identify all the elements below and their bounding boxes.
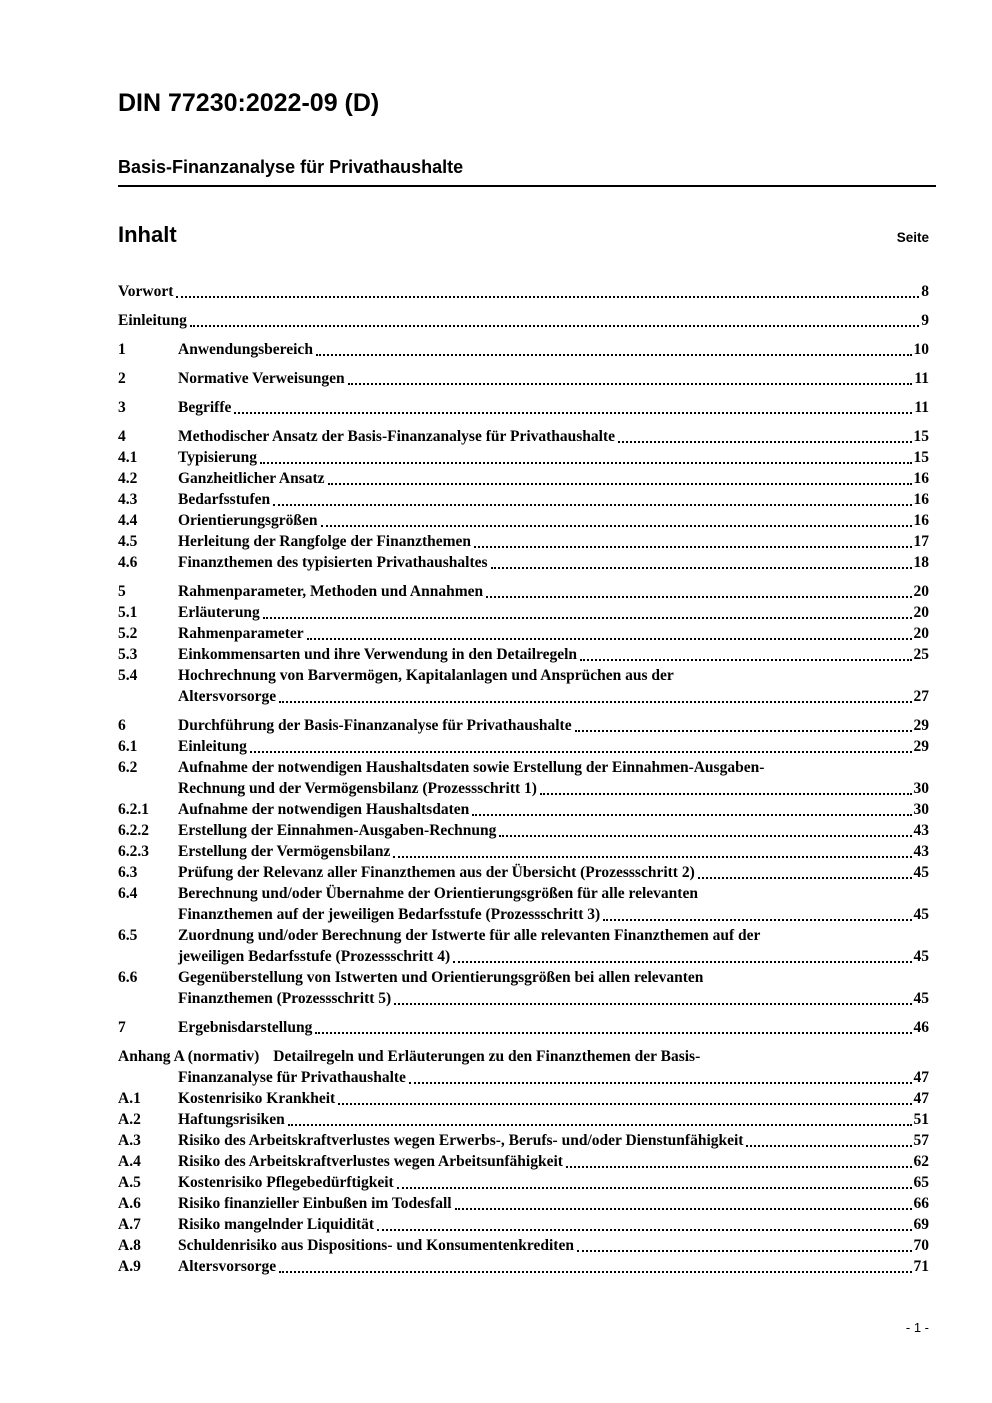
dot-leader [348, 368, 913, 385]
dot-leader [273, 489, 911, 506]
toc-page-number: 27 [913, 688, 929, 705]
toc-page-number: 30 [913, 780, 929, 797]
toc-entry-title: Risiko des Arbeitskraftverlustes wegen Erwerbs-, Berufs- und/oder Dienstunfähigkeit [178, 1132, 744, 1149]
toc-entry-title: Altersvorsorge [178, 1258, 277, 1275]
toc-entry-body [178, 644, 929, 665]
toc-entry-body [178, 531, 929, 552]
dot-leader [603, 904, 911, 921]
toc-page-number: 18 [913, 554, 929, 571]
toc-entry-number: 6.1 [118, 738, 138, 755]
toc-entry-title: Durchführung der Basis-Finanzanalyse für Privathaushalte [178, 717, 572, 734]
toc-entry-number: 1 [118, 341, 126, 358]
toc-entry-title: Aufnahme der notwendigen Haushaltsdaten sowie Erstellung der Einnahmen-Ausgaben- [178, 759, 765, 776]
toc-entry [118, 552, 929, 573]
toc-entry [118, 665, 929, 707]
toc-entry-body [178, 1088, 929, 1109]
toc-entry-body [178, 841, 929, 862]
toc-entry-body [178, 883, 929, 925]
toc-entry [118, 1235, 929, 1256]
page-footer-number: - 1 - [905, 1320, 929, 1335]
toc-entry-body [178, 1017, 929, 1038]
dot-leader [394, 988, 911, 1005]
toc-entry [118, 757, 929, 799]
toc-entry [118, 602, 929, 623]
toc-entry-number: 6.3 [118, 864, 138, 881]
dot-leader [288, 1109, 912, 1126]
toc-entry-line [178, 799, 929, 820]
dot-leader [307, 623, 912, 640]
toc-entry [118, 581, 929, 602]
toc-entry-body [178, 665, 929, 707]
toc-entry-number: A.8 [118, 1237, 141, 1254]
toc-entry-line [178, 644, 929, 665]
toc-page-number: 30 [913, 801, 929, 818]
toc-entry-title: Finanzthemen auf der jeweiligen Bedarfsstufe (Prozessschritt 3) [178, 906, 601, 923]
dot-leader [698, 862, 912, 879]
toc-entry-line [178, 397, 929, 418]
toc-entry-title: Finanzanalyse für Privathaushalte [178, 1069, 406, 1086]
toc-entry-title: Ergebnisdarstellung [178, 1019, 313, 1036]
toc-entry-line [178, 581, 929, 602]
toc-entry-body [178, 623, 929, 644]
dot-leader [250, 736, 912, 753]
toc-entry [118, 799, 929, 820]
toc-entry-line [178, 841, 929, 862]
toc-entry-title: Prüfung der Relevanz aller Finanzthemen aus der Übersicht (Prozessschritt 2) [178, 864, 695, 881]
toc-entry-body [178, 757, 929, 799]
toc-entry [118, 820, 929, 841]
toc-entry [118, 531, 929, 552]
toc-entry-title: Rahmenparameter [178, 625, 304, 642]
toc-entry-body [178, 820, 929, 841]
toc-page-column-label: Seite [896, 230, 929, 245]
toc-entry-line [178, 468, 929, 489]
toc-entry-body [178, 510, 929, 531]
dot-leader [453, 946, 911, 963]
toc-entry-number: 4 [118, 428, 126, 445]
toc-entry-line [178, 1088, 929, 1109]
toc-page-number: 51 [913, 1111, 929, 1128]
toc-entry [118, 397, 929, 418]
toc-entry-title: Gegenüberstellung von Istwerten und Orientierungsgrößen bei allen relevanten [178, 969, 704, 986]
toc-page-number: 11 [914, 399, 929, 416]
toc-entry [118, 862, 929, 883]
toc-entry-body [178, 368, 929, 389]
toc-heading-row [118, 222, 929, 248]
toc-entry-line [178, 1256, 929, 1277]
toc-page-number: 15 [913, 428, 929, 445]
toc-entry-title: Ganzheitlicher Ansatz [178, 470, 325, 487]
dot-leader [397, 1172, 912, 1189]
dot-leader [474, 531, 911, 548]
toc-entry-title: Normative Verweisungen [178, 370, 345, 387]
toc-entry-number: 6.5 [118, 927, 138, 944]
toc-entry-title: Rahmenparameter, Methoden und Annahmen [178, 583, 484, 600]
toc-entry-body [118, 281, 929, 302]
toc-entry-number: 6.2.3 [118, 843, 149, 860]
toc-entry [118, 468, 929, 489]
toc-page-number: 45 [913, 906, 929, 923]
toc-entry-title: Typisierung [178, 449, 257, 466]
toc-entry-title: Einleitung [178, 738, 247, 755]
toc-entry [118, 510, 929, 531]
dot-leader [316, 339, 912, 356]
toc-entry-line [118, 310, 929, 331]
toc-entry [118, 281, 929, 302]
toc-entry-title: Bedarfsstufen [178, 491, 271, 508]
toc-entry-number: A.1 [118, 1090, 141, 1107]
document-title: Basis-Finanzanalyse für Privathaushalte [118, 156, 936, 187]
toc-entry-number: 6.2.1 [118, 801, 149, 818]
toc-entry-number: 6.4 [118, 885, 138, 902]
dot-leader [176, 281, 919, 298]
toc-entry [118, 1109, 929, 1130]
toc-entry [118, 426, 929, 447]
toc-entry-line [178, 904, 929, 925]
toc-entry-line: Anhang A (normativ) Detailregeln und Erläuterungen zu den Finanzthemen der Basis- [118, 1048, 701, 1065]
toc-entry-line [178, 1172, 929, 1193]
toc-entry-body [178, 468, 929, 489]
dot-leader [321, 510, 912, 527]
dot-leader [377, 1214, 911, 1231]
toc-page-number: 45 [913, 948, 929, 965]
toc-entry-title: Einkommensarten und ihre Verwendung in den Detailregeln [178, 646, 578, 663]
toc-entry-body [178, 1067, 929, 1088]
toc-entry-title: Berechnung und/oder Übernahme der Orientierungsgrößen für alle relevanten [178, 885, 698, 902]
dot-leader [455, 1193, 912, 1210]
document-number-title: DIN 77230:2022-09 (D) [118, 89, 380, 117]
toc-page-number: 45 [913, 990, 929, 1007]
toc-entry-body [118, 310, 929, 331]
toc-page-number: 46 [913, 1019, 929, 1036]
toc-page-number: 11 [914, 370, 929, 387]
dot-leader [328, 468, 912, 485]
toc-page-number: 43 [913, 843, 929, 860]
toc-entry [118, 1088, 929, 1109]
toc-entry-title: Herleitung der Rangfolge der Finanzthemen [178, 533, 472, 550]
toc-entry-line [178, 1017, 929, 1038]
toc-entry-line [178, 736, 929, 757]
toc-entry-body [178, 736, 929, 757]
toc-entry-number: A.3 [118, 1132, 141, 1149]
toc-entry-title: Erstellung der Vermögensbilanz [178, 843, 391, 860]
toc-entry [118, 1151, 929, 1172]
toc-entry-body [178, 447, 929, 468]
toc-entry-line [178, 1151, 929, 1172]
toc-entry-number: A.6 [118, 1195, 141, 1212]
toc-entry-title: Erläuterung [178, 604, 260, 621]
toc-entry-number: 4.2 [118, 470, 138, 487]
toc-entry-line [178, 447, 929, 468]
dot-leader [234, 397, 912, 414]
toc-entry-body [178, 1256, 929, 1277]
toc-entry-title: Risiko mangelnder Liquidität [178, 1216, 375, 1233]
toc-entry [118, 1256, 929, 1277]
toc-entry-title: Kostenrisiko Krankheit [178, 1090, 336, 1107]
toc-entry-number: 6 [118, 717, 126, 734]
toc-entry [118, 447, 929, 468]
toc-entry-body [178, 967, 929, 1009]
toc-page-number: 47 [913, 1090, 929, 1107]
toc-entry [118, 644, 929, 665]
toc-entry-line [178, 988, 929, 1009]
toc-entry-line [178, 778, 929, 799]
toc-page-number: 45 [913, 864, 929, 881]
toc-entry-number: 6.2 [118, 759, 138, 776]
toc-entry-line [178, 552, 929, 573]
toc-entry-line [178, 1130, 929, 1151]
toc-entry-number: 4.6 [118, 554, 138, 571]
toc-entry-number: 6.2.2 [118, 822, 149, 839]
toc-page-number: 69 [913, 1216, 929, 1233]
toc-entry [118, 1214, 929, 1235]
toc-entry-body [178, 581, 929, 602]
toc-entry-body [178, 1172, 929, 1193]
toc-entry-line [178, 686, 929, 707]
toc-page-number: 29 [913, 717, 929, 734]
toc-entry-number: 7 [118, 1019, 126, 1036]
toc-page-number: 43 [913, 822, 929, 839]
toc-entry-line [178, 489, 929, 510]
toc-entry-body [178, 1214, 929, 1235]
toc-page-number: 25 [913, 646, 929, 663]
toc-entry-title: Rechnung und der Vermögensbilanz (Prozessschritt 1) [178, 780, 537, 797]
toc-entry-body [178, 1151, 929, 1172]
toc-entry-title: Schuldenrisiko aus Dispositions- und Konsumentenkrediten [178, 1237, 574, 1254]
dot-leader [260, 447, 912, 464]
toc-entry-line [178, 1067, 929, 1088]
toc-entry-line [178, 1193, 929, 1214]
dot-leader [315, 1017, 911, 1034]
toc-entry-line [178, 820, 929, 841]
toc-list [118, 281, 929, 1277]
toc-entry-number: 4.5 [118, 533, 138, 550]
toc-entry-number: 2 [118, 370, 126, 387]
toc-entry-body [178, 925, 929, 967]
toc-entry-title: Vorwort [118, 283, 174, 300]
toc-entry-number: A.5 [118, 1174, 141, 1191]
toc-entry-title: Hochrechnung von Barvermögen, Kapitalanlagen und Ansprüchen aus der [178, 667, 674, 684]
toc-entry [118, 1046, 929, 1088]
dot-leader [393, 841, 911, 858]
toc-entry-line [178, 946, 929, 967]
toc-entry-number: 5 [118, 583, 126, 600]
toc-entry [118, 715, 929, 736]
toc-entry [118, 339, 929, 360]
toc-entry-title: Kostenrisiko Pflegebedürftigkeit [178, 1174, 394, 1191]
toc-entry-number: A.7 [118, 1216, 141, 1233]
toc-entry [118, 489, 929, 510]
toc-entry-title: Einleitung [118, 312, 187, 329]
toc-entry-body [178, 799, 929, 820]
toc-page-number: 17 [913, 533, 929, 550]
toc-entry-body [178, 715, 929, 736]
toc-entry-line [178, 1235, 929, 1256]
toc-entry-title: Aufnahme der notwendigen Haushaltsdaten [178, 801, 470, 818]
dot-leader [472, 799, 911, 816]
dot-leader [486, 581, 911, 598]
toc-page-number: 65 [913, 1174, 929, 1191]
toc-entry-body [178, 1109, 929, 1130]
toc-entry [118, 736, 929, 757]
toc-entry-title: jeweiligen Bedarfsstufe (Prozessschritt 4) [178, 948, 451, 965]
toc-page-number: 15 [913, 449, 929, 466]
toc-entry-line [178, 1109, 929, 1130]
dot-leader [618, 426, 911, 443]
toc-entry-number: A.4 [118, 1153, 141, 1170]
dot-leader [279, 686, 911, 703]
dot-leader [190, 310, 919, 327]
toc-entry-line [178, 623, 929, 644]
dot-leader [566, 1151, 912, 1168]
toc-entry-title: Begriffe [178, 399, 232, 416]
toc-entry [118, 310, 929, 331]
toc-page-number: 47 [913, 1069, 929, 1086]
dot-leader [491, 552, 912, 569]
toc-entry-line [178, 339, 929, 360]
toc-page-number: 16 [913, 491, 929, 508]
dot-leader [279, 1256, 911, 1273]
toc-entry-line [178, 1214, 929, 1235]
toc-entry-number: 4.3 [118, 491, 138, 508]
toc-entry-title: Anwendungsbereich [178, 341, 313, 358]
toc-entry-number: 3 [118, 399, 126, 416]
toc-entry [118, 967, 929, 1009]
dot-leader [577, 1235, 912, 1252]
toc-entry-body [178, 1130, 929, 1151]
toc-entry-number: 5.3 [118, 646, 138, 663]
toc-entry-title: Zuordnung und/oder Berechnung der Istwerte für alle relevanten Finanzthemen auf der [178, 927, 761, 944]
toc-page-number: 66 [913, 1195, 929, 1212]
toc-page-number: 20 [913, 604, 929, 621]
toc-entry-number: 5.4 [118, 667, 138, 684]
toc-entry-line [178, 602, 929, 623]
dot-leader [540, 778, 912, 795]
toc-entry-body [178, 1193, 929, 1214]
toc-page-number: 70 [913, 1237, 929, 1254]
toc-entry [118, 368, 929, 389]
toc-entry-line [178, 862, 929, 883]
toc-entry-body [178, 552, 929, 573]
toc-entry-number: A.9 [118, 1258, 141, 1275]
dot-leader [746, 1130, 911, 1147]
toc-entry [118, 1130, 929, 1151]
toc-entry-title: Finanzthemen (Prozessschritt 5) [178, 990, 392, 1007]
toc-entry-line [178, 368, 929, 389]
toc-page-number: 8 [921, 283, 929, 300]
dot-leader [263, 602, 912, 619]
toc-page-number: 29 [913, 738, 929, 755]
toc-entry-title: Methodischer Ansatz der Basis-Finanzanalyse für Privathaushalte [178, 428, 616, 445]
toc-entry-title: Erstellung der Einnahmen-Ausgaben-Rechnung [178, 822, 497, 839]
toc-entry-line [178, 531, 929, 552]
toc-entry-body [178, 489, 929, 510]
toc-entry-line [178, 510, 929, 531]
toc-entry-body [178, 339, 929, 360]
dot-leader [499, 820, 911, 837]
toc-entry [118, 883, 929, 925]
toc-entry [118, 841, 929, 862]
toc-entry [118, 623, 929, 644]
toc-entry-number: A.2 [118, 1111, 141, 1128]
toc-page-number: 62 [913, 1153, 929, 1170]
toc-entry-number: 5.2 [118, 625, 138, 642]
toc-entry-body [178, 397, 929, 418]
dot-leader [409, 1067, 912, 1084]
toc-entry-line [118, 281, 929, 302]
toc-entry-number: Anhang A (normativ) [118, 1048, 260, 1065]
toc-entry-line [178, 715, 929, 736]
dot-leader [338, 1088, 911, 1105]
toc-entry-title: Haftungsrisiken [178, 1111, 285, 1128]
toc-entry-title: Risiko des Arbeitskraftverlustes wegen Arbeitsunfähigkeit [178, 1153, 563, 1170]
toc-entry-title: Altersvorsorge [178, 688, 277, 705]
toc-page-number: 16 [913, 512, 929, 529]
toc-entry-body [178, 602, 929, 623]
toc-page-number: 57 [913, 1132, 929, 1149]
toc-page-number: 20 [913, 583, 929, 600]
toc-page-number: 10 [913, 341, 929, 358]
toc-entry [118, 1172, 929, 1193]
toc-entry-number: 6.6 [118, 969, 138, 986]
dot-leader [575, 715, 912, 732]
toc-entry-line [178, 426, 929, 447]
toc-entry [118, 925, 929, 967]
toc-heading: Inhalt [118, 222, 177, 247]
toc-entry-body [178, 426, 929, 447]
toc-page-number: 71 [913, 1258, 929, 1275]
toc-page-number: 20 [913, 625, 929, 642]
toc-entry [118, 1017, 929, 1038]
toc-entry-title: Risiko finanzieller Einbußen im Todesfall [178, 1195, 452, 1212]
toc-entry-number: 4.4 [118, 512, 138, 529]
toc-entry-number: 4.1 [118, 449, 138, 466]
toc-entry-title: Finanzthemen des typisierten Privathaushaltes [178, 554, 488, 571]
toc-entry-body [178, 862, 929, 883]
dot-leader [580, 644, 911, 661]
toc-entry-number: 5.1 [118, 604, 138, 621]
toc-entry [118, 1193, 929, 1214]
toc-entry-title: Orientierungsgrößen [178, 512, 318, 529]
toc-page-number: 16 [913, 470, 929, 487]
toc-page-number: 9 [921, 312, 929, 329]
toc-entry-body [178, 1235, 929, 1256]
